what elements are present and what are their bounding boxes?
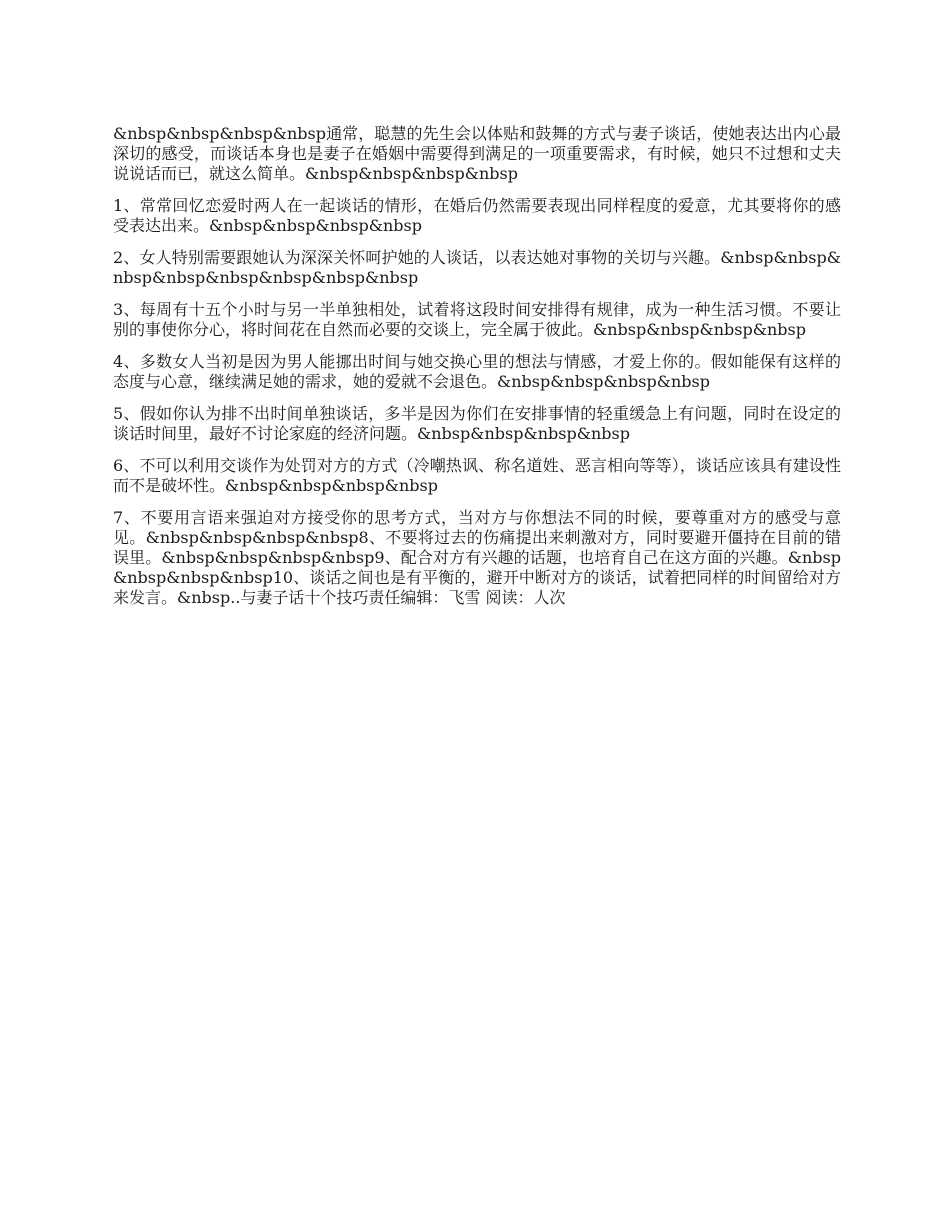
tip-4-paragraph: 4、多数女人当初是因为男人能挪出时间与她交换心里的想法与情感，才爱上你的。假如能保有这样的态度与心意，继续满足她的需求，她的爱就不会退色。&nbsp&nbsp&nbsp&nbsp <box>113 352 841 391</box>
tip-7-to-10-paragraph: 7、不要用言语来强迫对方接受你的思考方式，当对方与你想法不同的时候，要尊重对方的感受与意见。&nbsp&nbsp&nbsp&nbsp8、不要将过去的伤痛提出来刺激对方，同时要避开僵持在目前的错误里。&nbsp&nbsp&nbsp&nbsp9、配合对方有兴趣的话题，也培育自己在这方面的兴趣。&nbsp&nbsp&nbsp&nbsp10、谈话之间也是有平衡的，避开中断对方的谈话，试着把同样的时间留给对方来发言。&nbsp..与妻子话十个技巧责任编辑：飞雪 阅读：人次 <box>113 508 841 607</box>
document-body <box>113 124 841 620</box>
tip-2-paragraph: 2、女人特别需要跟她认为深深关怀呵护她的人谈话，以表达她对事物的关切与兴趣。&nbsp&nbsp&nbsp&nbsp&nbsp&nbsp&nbsp&nbsp <box>113 248 841 287</box>
tip-6-paragraph: 6、不可以利用交谈作为处罚对方的方式（冷嘲热讽、称名道姓、恶言相向等等），谈话应该具有建设性而不是破坏性。&nbsp&nbsp&nbsp&nbsp <box>113 456 841 495</box>
tip-1-paragraph: 1、常常回忆恋爱时两人在一起谈话的情形，在婚后仍然需要表现出同样程度的爱意，尤其要将你的感受表达出来。&nbsp&nbsp&nbsp&nbsp <box>113 196 841 235</box>
tip-5-paragraph: 5、假如你认为排不出时间单独谈话，多半是因为你们在安排事情的轻重缓急上有问题，同时在设定的谈话时间里，最好不讨论家庭的经济问题。&nbsp&nbsp&nbsp&nbsp <box>113 404 841 443</box>
tip-3-paragraph: 3、每周有十五个小时与另一半单独相处，试着将这段时间安排得有规律，成为一种生活习惯。不要让别的事使你分心，将时间花在自然而必要的交谈上，完全属于彼此。&nbsp&nbsp&nbsp&nbsp <box>113 300 841 339</box>
intro-paragraph: &nbsp&nbsp&nbsp&nbsp通常，聪慧的先生会以体贴和鼓舞的方式与妻子谈话，使她表达出内心最深切的感受，而谈话本身也是妻子在婚姻中需要得到满足的一项重要需求，有时候，她只不过想和丈夫说说话而已，就这么简单。&nbsp&nbsp&nbsp&nbsp <box>113 124 841 183</box>
